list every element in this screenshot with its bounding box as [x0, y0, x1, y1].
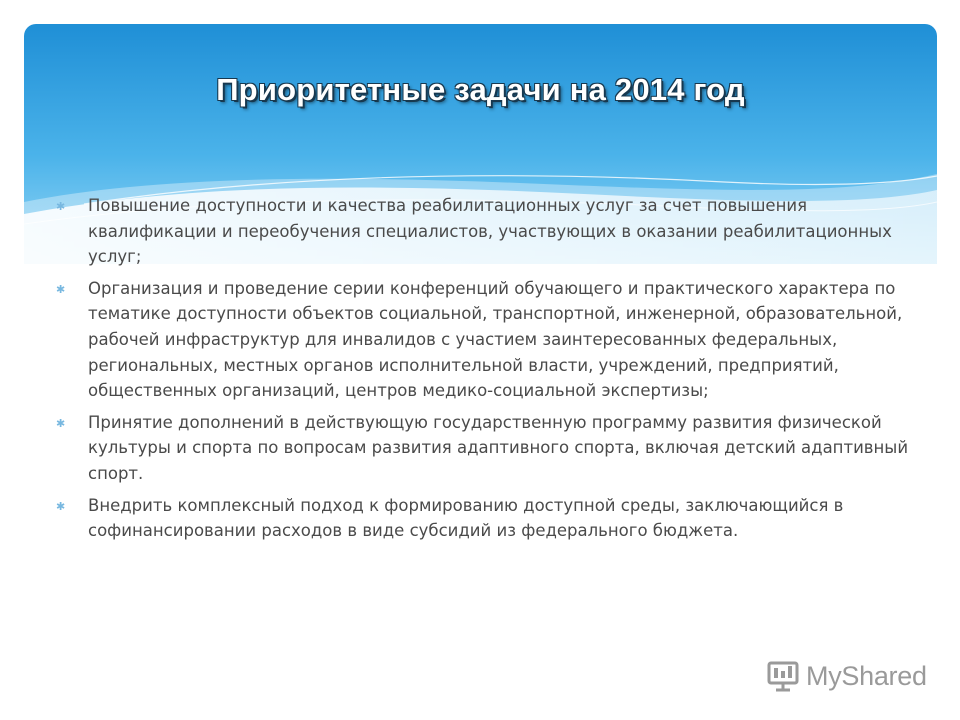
presentation-board-icon [766, 659, 800, 693]
list-item-text: Принятие дополнений в действующую государственную программу развития физической культуры и спорта по вопросам развития адаптивного спорта, включая детский адаптивный спорт. [88, 412, 909, 483]
myshared-watermark[interactable] [766, 656, 927, 696]
asterisk-bullet-icon: ✱ [56, 200, 66, 213]
list-item [56, 193, 916, 270]
asterisk-bullet-icon: ✱ [56, 416, 66, 430]
list-item-text: Организация и проведение серии конференций обучающего и практического характера по тематике доступности объектов социальной, транспортной, инженерной, образовательной, рабочей инфраструктур для инвалидов с участием заинтересованных федеральных, региональных, местных органов исполнительной власти, учреждений, предприятий, общественных организаций, центров медико-социальной экспертизы; [88, 278, 903, 401]
list-item [56, 493, 916, 544]
asterisk-bullet-icon: ✱ [56, 499, 66, 513]
list-item-text: Повышение доступности и качества реабилитационных услуг за счет повышения квалификации и переобучения специалистов, участвующих в оказании реабилитационных услуг; [88, 196, 892, 267]
list-item-text: Внедрить комплексный подход к формированию доступной среды, заключающийся в софинансировании расходов в виде субсидий из федерального бюджета. [88, 495, 844, 541]
list-item [56, 410, 916, 487]
slide-title: Приоритетные задачи на 2014 год [216, 72, 745, 107]
list-item [56, 276, 916, 404]
watermark-text: MyShared [806, 660, 927, 691]
asterisk-bullet-icon: ✱ [56, 282, 66, 296]
bullet-list [56, 193, 916, 550]
